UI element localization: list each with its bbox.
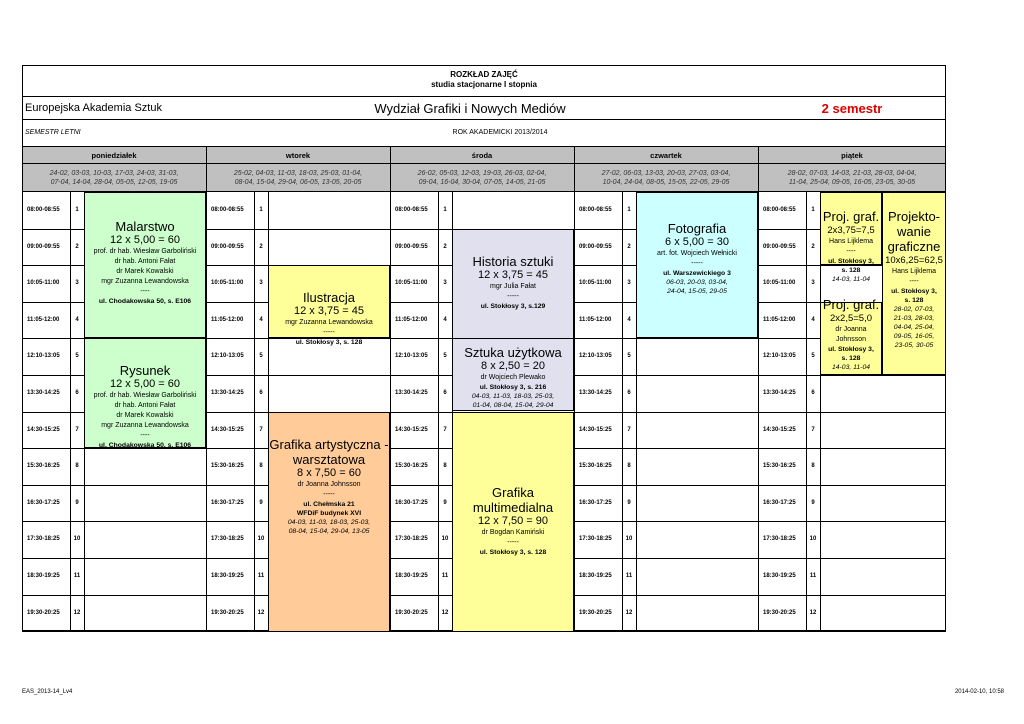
time-cell: 08:00-08:55 xyxy=(27,207,60,213)
slot-number: 2 xyxy=(811,244,815,250)
class-title: Rysunek xyxy=(119,363,171,378)
slot-number: 7 xyxy=(443,427,447,433)
time-cell: 11:05-12:00 xyxy=(27,317,60,323)
teacher-name: ---- xyxy=(909,278,919,285)
class-title: graficzne xyxy=(887,239,941,254)
class-dates: 14-03, 11-04 xyxy=(831,276,871,283)
teacher-name: prof. dr hab. Wiesław Garboliński xyxy=(93,248,197,255)
time-cell: 18:30-19:25 xyxy=(27,573,60,579)
class-title: Sztuka użytkowa xyxy=(464,345,562,360)
time-cell: 10:05-11:00 xyxy=(579,280,612,286)
time-cell: 15:30-16:25 xyxy=(579,463,612,469)
slot-number: 8 xyxy=(259,463,263,469)
day-monday: poniedziałek xyxy=(91,151,137,160)
slot-number: 5 xyxy=(811,353,815,359)
class-title: wanie xyxy=(897,224,931,239)
day-thursday-dates: 27-02, 06-03, 13-03, 20-03, 27-03, 03-04, 10-04, 24-04, 08-05, 15-05, 22-05, 29-05 xyxy=(601,170,731,186)
slot-number: 3 xyxy=(75,280,79,286)
time-cell: 12:10-13:05 xyxy=(27,353,60,359)
time-cell: 13:30-14:25 xyxy=(763,390,796,396)
slot-number: 7 xyxy=(811,427,815,433)
day-wednesday-dates: 26-02, 05-03, 12-03, 19-03, 26-03, 02-04, 09-04, 16-04, 30-04, 07-05, 14-05, 21-05 xyxy=(417,170,547,186)
slot-number: 6 xyxy=(627,390,631,396)
time-cell: 14:30-15:25 xyxy=(27,427,60,433)
time-cell: 17:30-18:25 xyxy=(763,536,796,542)
slot-number: 8 xyxy=(75,463,79,469)
teacher-name: dr Bogdan Kamiński xyxy=(481,529,545,536)
time-cell: 09:00-09:55 xyxy=(579,244,612,250)
slot-number: 10 xyxy=(625,536,633,542)
time-cell: 15:30-16:25 xyxy=(763,463,796,469)
class-dates: 04-03, 11-03, 18-03, 25-03, xyxy=(471,393,555,400)
time-cell: 10:05-11:00 xyxy=(211,280,244,286)
class-title: Grafika multimedialna xyxy=(472,485,554,515)
time-cell: 15:30-16:25 xyxy=(211,463,244,469)
day-friday-dates: 28-02, 07-03, 14-03, 21-03, 28-03, 04-04, 11-04, 25-04, 09-05, 16-05, 23-05, 30-05 xyxy=(787,170,917,186)
slot-number: 2 xyxy=(443,244,447,250)
slot-number: 1 xyxy=(75,207,79,213)
class-block-proj2 xyxy=(820,297,882,375)
class-formula: 10x6,25=62,5 xyxy=(885,255,943,266)
time-cell: 08:00-08:55 xyxy=(211,207,244,213)
teacher-name: ----- xyxy=(507,539,519,546)
teacher-name: dr Marek Kowalski xyxy=(116,412,174,419)
slot-number: 6 xyxy=(443,390,447,396)
slot-number: 5 xyxy=(75,353,79,359)
class-address: ul. Stokłosy 3, s. 128 xyxy=(295,339,363,346)
time-cell: 17:30-18:25 xyxy=(27,536,60,542)
time-cell: 16:30-17:25 xyxy=(211,500,244,506)
semester-type: SEMESTR LETNI xyxy=(25,129,81,136)
class-block-grafika_mm xyxy=(452,412,574,632)
semester-number: 2 semestr xyxy=(821,101,883,116)
slot-number: 1 xyxy=(443,207,447,213)
slot-number: 10 xyxy=(257,536,265,542)
time-cell: 18:30-19:25 xyxy=(763,573,796,579)
class-title: Malarstwo xyxy=(115,219,175,234)
footer-right: 2014-02-10, 10:58 xyxy=(954,689,1004,695)
class-formula: 12 x 5,00 = 60 xyxy=(109,234,181,246)
time-cell: 08:00-08:55 xyxy=(579,207,612,213)
faculty-name: Wydział Grafiki i Nowych Mediów xyxy=(374,101,566,116)
class-address: ul. Stokłosy 3, xyxy=(891,288,937,295)
class-title: Grafika artystyczna - xyxy=(269,437,389,452)
time-cell: 15:30-16:25 xyxy=(395,463,428,469)
time-cell: 14:30-15:25 xyxy=(579,427,612,433)
class-title: Historia sztuki xyxy=(472,254,554,269)
class-title: Projekto- xyxy=(887,209,941,224)
academy-name: Europejska Akademia Sztuk xyxy=(25,102,162,114)
slot-number: 5 xyxy=(443,353,447,359)
slot-number: 1 xyxy=(811,207,815,213)
slot-number: 12 xyxy=(73,610,81,616)
slot-number: 9 xyxy=(443,500,447,506)
teacher-name: ----- xyxy=(323,329,335,336)
teacher-name: dr Marek Kowalski xyxy=(116,268,174,275)
teacher-name: ----- xyxy=(323,491,335,498)
class-address: WFDiF budynek XVI xyxy=(296,510,362,517)
teacher-name: mgr Julia Fałat xyxy=(490,283,536,290)
class-formula: 12 x 7,50 = 90 xyxy=(477,515,549,527)
time-cell: 16:30-17:25 xyxy=(395,500,428,506)
schedule-subtitle: studia stacjonarne I stopnia xyxy=(431,80,537,89)
time-cell: 13:30-14:25 xyxy=(579,390,612,396)
slot-number: 7 xyxy=(259,427,263,433)
time-cell: 13:30-14:25 xyxy=(27,390,60,396)
class-address: s. 128 xyxy=(841,355,861,362)
time-cell: 16:30-17:25 xyxy=(27,500,60,506)
class-title: Proj. graf. xyxy=(822,297,880,312)
teacher-name: art. fot. Wojciech Wełnicki xyxy=(657,250,737,257)
time-cell: 11:05-12:00 xyxy=(763,317,796,323)
class-formula: 12 x 3,75 = 45 xyxy=(477,269,549,281)
teacher-name: mgr Zuzanna Lewandowska xyxy=(285,319,373,326)
teacher-name: dr Joanna xyxy=(835,326,867,333)
time-cell: 10:05-11:00 xyxy=(763,280,796,286)
class-dates: 08-04, 15-04, 29-04, 13-05 xyxy=(288,528,370,535)
class-dates: 24-04, 15-05, 29-05 xyxy=(667,288,727,295)
slot-number: 12 xyxy=(257,610,265,616)
class-address: ul. Warszewickiego 3 xyxy=(663,270,731,277)
slot-number: 11 xyxy=(441,573,449,579)
slot-number: 4 xyxy=(811,317,815,323)
class-dates: 14-03, 11-04 xyxy=(831,364,871,371)
class-dates: 23-05, 30-05 xyxy=(894,342,934,349)
time-cell: 08:00-08:55 xyxy=(763,207,796,213)
slot-number: 10 xyxy=(441,536,449,542)
class-title: Fotografia xyxy=(667,221,727,236)
time-cell: 12:10-13:05 xyxy=(579,353,612,359)
class-address: ul. Stokłosy 3, s. 128 xyxy=(479,549,547,556)
class-formula: 6 x 5,00 = 30 xyxy=(665,236,729,248)
academic-year: ROK AKADEMICKI 2013/2014 xyxy=(452,129,548,136)
class-address: s. 128 xyxy=(904,297,924,304)
class-title: Ilustracja xyxy=(302,290,356,305)
class-dates: 09-05, 16-05, xyxy=(893,333,935,340)
time-cell: 09:00-09:55 xyxy=(395,244,428,250)
teacher-name: mgr Zuzanna Lewandowska xyxy=(101,422,189,429)
time-cell: 16:30-17:25 xyxy=(579,500,612,506)
slot-number: 11 xyxy=(809,573,817,579)
day-wednesday: środa xyxy=(471,151,493,160)
slot-number: 11 xyxy=(257,573,265,579)
slot-number: 9 xyxy=(811,500,815,506)
time-cell: 17:30-18:25 xyxy=(579,536,612,542)
class-dates: 04-03, 11-03, 18-03, 25-03, xyxy=(287,519,371,526)
time-cell: 11:05-12:00 xyxy=(211,317,244,323)
slot-number: 6 xyxy=(259,390,263,396)
class-block-sztuka xyxy=(452,338,574,411)
class-address: ul. Stokłosy 3, s. 216 xyxy=(479,384,547,391)
teacher-name: ----- xyxy=(507,293,519,300)
footer-left: EAS_2013-14_Lv4 xyxy=(22,689,73,695)
slot-number: 8 xyxy=(627,463,631,469)
teacher-name: ---- xyxy=(140,432,150,439)
time-cell: 19:30-20:25 xyxy=(395,610,428,616)
time-cell: 12:10-13:05 xyxy=(395,353,428,359)
teacher-name: prof. dr hab. Wiesław Garboliński xyxy=(93,392,197,399)
slot-number: 7 xyxy=(75,427,79,433)
class-block-rysunek xyxy=(84,338,206,448)
time-cell: 09:00-09:55 xyxy=(763,244,796,250)
class-address: ul. Chodakowska 50, s. E106 xyxy=(98,298,192,305)
slot-number: 12 xyxy=(625,610,633,616)
time-cell: 19:30-20:25 xyxy=(211,610,244,616)
class-block-malarstwo xyxy=(84,192,206,338)
class-block-proj1 xyxy=(820,192,882,283)
time-cell: 12:10-13:05 xyxy=(763,353,796,359)
time-cell: 18:30-19:25 xyxy=(211,573,244,579)
class-dates: 01-04, 08-04, 15-04, 29-04 xyxy=(472,402,554,409)
class-formula: 2x2,5=5,0 xyxy=(830,313,872,324)
time-cell: 09:00-09:55 xyxy=(27,244,60,250)
slot-number: 10 xyxy=(809,536,817,542)
day-friday: piątek xyxy=(841,151,863,160)
time-cell: 16:30-17:25 xyxy=(763,500,796,506)
slot-number: 6 xyxy=(75,390,79,396)
teacher-name: ---- xyxy=(140,288,150,295)
class-address: ul. Stokłosy 3, xyxy=(828,346,874,353)
slot-number: 12 xyxy=(809,610,817,616)
class-dates: 04-04, 25-04, xyxy=(893,324,935,331)
time-cell: 15:30-16:25 xyxy=(27,463,60,469)
teacher-name: Hans Lijklema xyxy=(829,238,873,245)
time-cell: 10:05-11:00 xyxy=(395,280,428,286)
class-formula: 8 x 2,50 = 20 xyxy=(481,360,545,372)
slot-number: 9 xyxy=(627,500,631,506)
class-block-ilustracja xyxy=(268,265,390,346)
slot-number: 8 xyxy=(443,463,447,469)
teacher-name: dr hab. Antoni Fałat xyxy=(114,258,176,265)
class-block-grafika_art xyxy=(268,412,390,632)
class-formula: 2x3,75=7,5 xyxy=(827,225,875,236)
day-monday-dates: 24-02, 03-03, 10-03, 17-03, 24-03, 31-03, 07-04, 14-04, 28-04, 05-05, 12-05, 19-05 xyxy=(49,170,179,186)
time-cell: 14:30-15:25 xyxy=(763,427,796,433)
class-title: warsztatowa xyxy=(292,452,366,467)
class-block-fotografia xyxy=(636,192,758,338)
slot-number: 10 xyxy=(73,536,81,542)
class-formula: 12 x 5,00 = 60 xyxy=(109,378,181,390)
time-cell: 18:30-19:25 xyxy=(579,573,612,579)
time-cell: 13:30-14:25 xyxy=(211,390,244,396)
slot-number: 2 xyxy=(75,244,79,250)
time-cell: 14:30-15:25 xyxy=(395,427,428,433)
time-cell: 17:30-18:25 xyxy=(211,536,244,542)
teacher-name: Hans Lijklema xyxy=(892,268,936,275)
class-dates: 21-03, 28-03, xyxy=(893,315,935,322)
slot-number: 7 xyxy=(627,427,631,433)
class-formula: 8 x 7,50 = 60 xyxy=(297,467,361,479)
slot-number: 11 xyxy=(625,573,633,579)
slot-number: 6 xyxy=(811,390,815,396)
slot-number: 4 xyxy=(259,317,263,323)
slot-number: 11 xyxy=(73,573,81,579)
class-address: ul. Chełmska 21 xyxy=(303,501,355,508)
time-cell: 08:00-08:55 xyxy=(395,207,428,213)
slot-number: 4 xyxy=(75,317,79,323)
teacher-name: ---- xyxy=(846,248,856,255)
class-dates: 06-03, 20-03, 03-04, xyxy=(666,279,728,286)
slot-number: 4 xyxy=(627,317,631,323)
slot-number: 3 xyxy=(443,280,447,286)
slot-number: 2 xyxy=(627,244,631,250)
time-cell: 19:30-20:25 xyxy=(579,610,612,616)
slot-number: 3 xyxy=(811,280,815,286)
class-title: Proj. graf. xyxy=(822,209,880,224)
slot-number: 1 xyxy=(627,207,631,213)
class-dates: 28-02, 07-03, xyxy=(893,306,935,313)
slot-number: 12 xyxy=(441,610,449,616)
teacher-name: ----- xyxy=(691,260,703,267)
slot-number: 1 xyxy=(259,207,263,213)
class-block-historia xyxy=(452,229,574,339)
slot-number: 5 xyxy=(627,353,631,359)
time-cell: 18:30-19:25 xyxy=(395,573,428,579)
slot-number: 9 xyxy=(259,500,263,506)
slot-number: 3 xyxy=(627,280,631,286)
class-formula: 12 x 3,75 = 45 xyxy=(293,305,365,317)
class-address: s. 128 xyxy=(841,267,861,274)
class-address: ul. Stokłosy 3, s.129 xyxy=(480,303,546,310)
slot-number: 2 xyxy=(259,244,263,250)
teacher-name: mgr Zuzanna Lewandowska xyxy=(101,278,189,285)
time-cell: 09:00-09:55 xyxy=(211,244,244,250)
day-tuesday: wtorek xyxy=(285,151,311,160)
time-cell: 19:30-20:25 xyxy=(763,610,796,616)
time-cell: 19:30-20:25 xyxy=(27,610,60,616)
time-cell: 10:05-11:00 xyxy=(27,280,60,286)
slot-number: 9 xyxy=(75,500,79,506)
class-block-projektowanie xyxy=(882,192,946,375)
time-cell: 11:05-12:00 xyxy=(395,317,428,323)
class-address: ul. Chodakowska 50, s. E106 xyxy=(98,442,192,449)
time-cell: 14:30-15:25 xyxy=(211,427,244,433)
time-cell: 11:05-12:00 xyxy=(579,317,612,323)
time-cell: 13:30-14:25 xyxy=(395,390,428,396)
day-thursday: czwartek xyxy=(650,151,682,160)
slot-number: 3 xyxy=(259,280,263,286)
teacher-name: dr hab. Antoni Fałat xyxy=(114,402,176,409)
time-cell: 17:30-18:25 xyxy=(395,536,428,542)
slot-number: 8 xyxy=(811,463,815,469)
teacher-name: dr Joanna Johnsson xyxy=(297,481,361,488)
schedule-title: ROZKŁAD ZAJĘĆ xyxy=(450,70,518,79)
teacher-name: dr Wojciech Plewako xyxy=(480,374,546,381)
day-tuesday-dates: 25-02, 04-03, 11-03, 18-03, 25-03, 01-04, 08-04, 15-04, 29-04, 06-05, 13-05, 20-05 xyxy=(233,170,363,186)
time-cell: 12:10-13:05 xyxy=(211,353,244,359)
slot-number: 5 xyxy=(259,353,263,359)
class-address: ul. Stokłosy 3, xyxy=(828,258,874,265)
slot-number: 4 xyxy=(443,317,447,323)
teacher-name: Johnsson xyxy=(836,336,866,343)
